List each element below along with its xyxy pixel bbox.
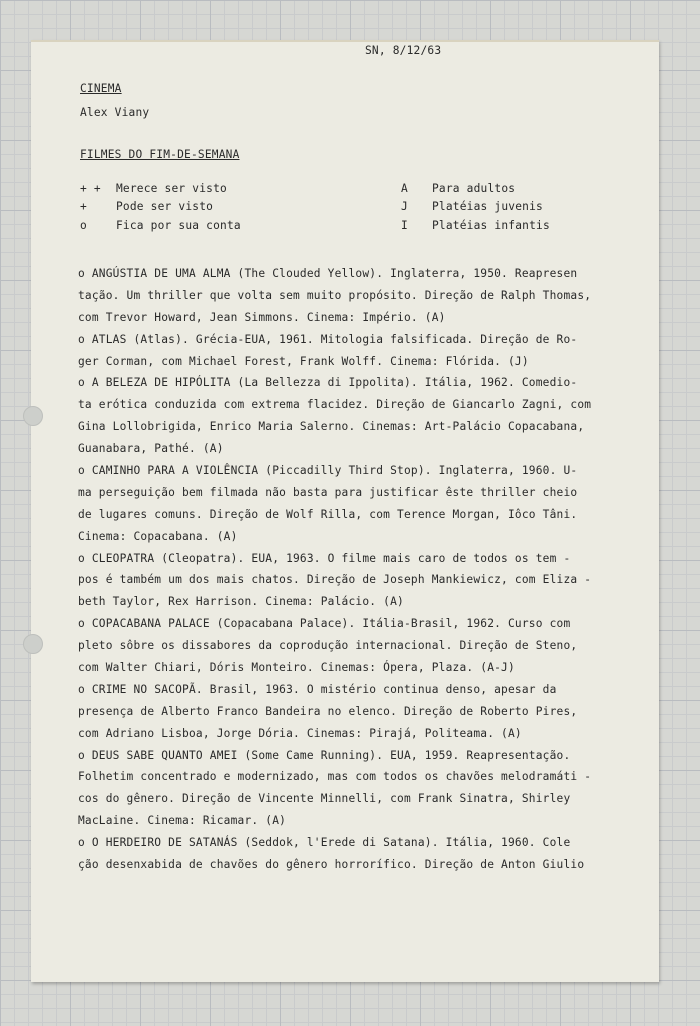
audience-symbol: A <box>401 182 408 195</box>
rating-symbol: + <box>80 200 87 213</box>
text-line: cos do gênero. Direção de Vincente Minnelli, com Frank Sinatra, Shirley <box>78 792 571 806</box>
section-title: CINEMA <box>80 82 122 95</box>
audience-text: Platéias juvenis <box>432 200 543 213</box>
legend-row <box>80 200 620 218</box>
audience-text: Platéias infantis <box>432 219 550 232</box>
text-line: tação. Um thriller que volta sem muito propósito. Direção de Ralph Thomas, <box>78 288 592 302</box>
audience-symbol: J <box>401 200 408 213</box>
rating-text: Fica por sua conta <box>116 219 241 232</box>
text-line: o COPACABANA PALACE (Copacabana Palace). Itália-Brasil, 1962. Curso com <box>78 617 571 631</box>
text-line: ma perseguição bem filmada não basta para justificar êste thriller cheio <box>78 485 578 499</box>
text-line: o CLEOPATRA (Cleopatra). EUA, 1963. O filme mais caro de todos os tem - <box>78 551 571 565</box>
film-reviews-text <box>78 263 638 876</box>
rating-symbol: o <box>80 219 87 232</box>
author-name: Alex Viany <box>80 106 150 119</box>
text-line: o CAMINHO PARA A VIOLÊNCIA (Piccadilly Third Stop). Inglaterra, 1960. U- <box>78 464 578 478</box>
subsection-title: FILMES DO FIM-DE-SEMANA <box>80 148 240 161</box>
rating-symbol: + + <box>80 182 101 195</box>
text-line: o ATLAS (Atlas). Grécia-EUA, 1961. Mitologia falsificada. Direção de Ro- <box>78 332 578 346</box>
audience-text: Para adultos <box>432 182 516 195</box>
text-line: de lugares comuns. Direção de Wolf Rilla, com Terence Morgan, Iôco Tâni. <box>78 507 578 521</box>
rating-text: Pode ser visto <box>116 200 214 213</box>
typed-document-page <box>31 40 659 982</box>
text-line: MacLaine. Cinema: Ricamar. (A) <box>78 814 287 828</box>
text-line: com Adriano Lisboa, Jorge Dória. Cinemas: Pirajá, Politeama. (A) <box>78 726 522 740</box>
text-line: Cinema: Copacabana. (A) <box>78 529 238 543</box>
text-line: Guanabara, Pathé. (A) <box>78 442 224 456</box>
text-line: presença de Alberto Franco Bandeira no elenco. Direção de Roberto Pires, <box>78 704 578 718</box>
text-line: ção desenxabida de chavões do gênero horrorífico. Direção de Anton Giulio <box>78 858 585 872</box>
text-line: ger Corman, com Michael Forest, Frank Wolff. Cinema: Flórida. (J) <box>78 354 529 368</box>
text-line: beth Taylor, Rex Harrison. Cinema: Palácio. (A) <box>78 595 404 609</box>
text-line: Gina Lollobrigida, Enrico Maria Salerno. Cinemas: Art-Palácio Copacabana, <box>78 420 585 434</box>
audience-symbol: I <box>401 219 408 232</box>
text-line: ta erótica conduzida com extrema flacidez. Direção de Giancarlo Zagni, com <box>78 398 592 412</box>
rating-text: Merece ser visto <box>116 182 227 195</box>
legend-row <box>80 182 620 200</box>
text-line: o CRIME NO SACOPÃ. Brasil, 1963. O mistério continua denso, apesar da <box>78 682 557 696</box>
punch-hole <box>23 634 43 654</box>
text-line: o ANGÚSTIA DE UMA ALMA (The Clouded Yellow). Inglaterra, 1950. Reapresen <box>78 267 578 280</box>
document-reference-date: SN, 8/12/63 <box>365 44 442 57</box>
punch-hole <box>23 406 43 426</box>
text-line: o A BELEZA DE HIPÓLITA (La Bellezza di Ippolita). Itália, 1962. Comedio- <box>78 376 578 390</box>
text-line: com Walter Chiari, Dóris Monteiro. Cinemas: Ópera, Plaza. (A-J) <box>78 661 515 675</box>
text-line: Folhetim concentrado e modernizado, mas com todos os chavões melodramáti - <box>78 770 592 784</box>
legend-row <box>80 219 620 237</box>
text-line: pos é também um dos mais chatos. Direção de Joseph Mankiewicz, com Eliza - <box>78 573 592 587</box>
text-line: pleto sôbre os dissabores da coprodução internacional. Direção de Steno, <box>78 639 578 653</box>
text-line: o O HERDEIRO DE SATANÁS (Seddok, l'Erede di Satana). Itália, 1960. Cole <box>78 836 571 850</box>
text-line: o DEUS SABE QUANTO AMEI (Some Came Running). EUA, 1959. Reapresentação. <box>78 748 571 762</box>
text-line: com Trevor Howard, Jean Simmons. Cinema: Império. (A) <box>78 310 446 324</box>
